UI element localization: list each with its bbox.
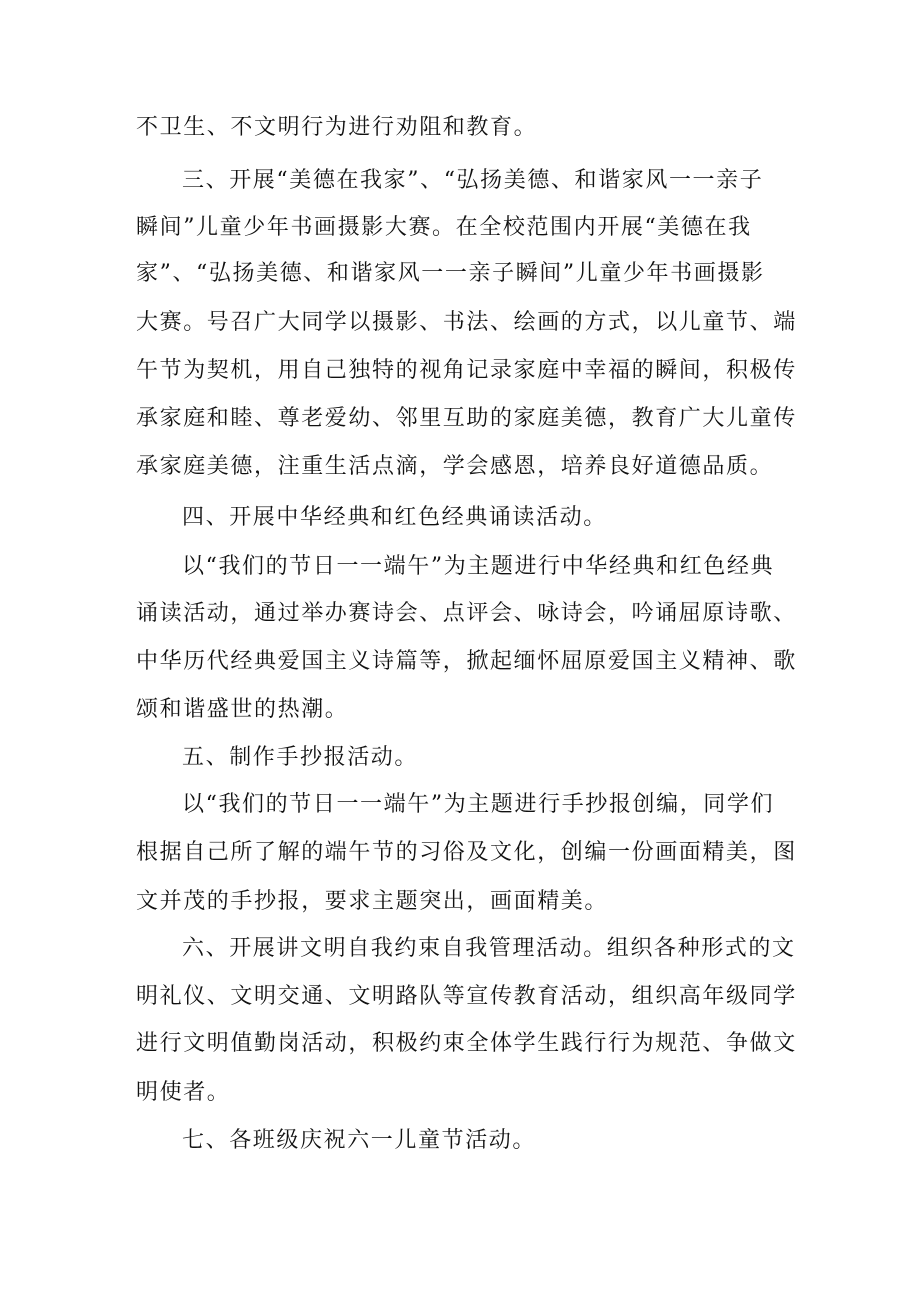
text-line-5: 大赛。号召广大同学以摄影、书法、绘画的方式，以儿童节、端 <box>136 310 797 335</box>
text-line-17: 文并茂的手抄报，要求主题突出，画面精美。 <box>136 889 609 914</box>
text-line-21: 明使者。 <box>136 1080 231 1105</box>
text-line-13: 颂和谐盛世的热潮。 <box>136 697 349 722</box>
text-line-15: 以“我们的节日一一端午”为主题进行手抄报创编，同学们 <box>182 792 775 817</box>
text-line-16: 根据自己所了解的端午节的习俗及文化，创编一份画面精美，图 <box>136 840 797 865</box>
text-line-19: 明礼仪、文明交通、文明路队等宣传教育活动，组织高年级同学 <box>136 984 797 1009</box>
text-line-12: 中华历代经典爱国主义诗篇等，掀起缅怀屈原爱国主义精神、歌 <box>136 649 797 674</box>
text-line-3: 瞬间”儿童少年书画摄影大赛。在全校范围内开展“美德在我 <box>136 215 752 240</box>
text-line-4: 家”、“弘扬美德、和谐家风一一亲子瞬间”儿童少年书画摄影 <box>136 261 765 286</box>
text-line-22: 七、各班级庆祝六一儿童节活动。 <box>182 1128 537 1153</box>
text-line-10: 以“我们的节日一一端午”为主题进行中华经典和红色经典 <box>182 554 775 579</box>
text-line-6: 午节为契机，用自己独特的视角记录家庭中幸福的瞬间，积极传 <box>136 358 797 383</box>
text-line-1: 不卫生、不文明行为进行劝阻和教育。 <box>136 115 538 140</box>
text-line-20: 进行文明值勤岗活动，积极约束全体学生践行行为规范、争做文 <box>136 1031 797 1056</box>
text-line-7: 承家庭和睦、尊老爱幼、邻里互助的家庭美德，教育广大儿童传 <box>136 406 797 431</box>
text-line-8: 承家庭美德，注重生活点滴，学会感恩，培养良好道德品质。 <box>136 454 774 479</box>
text-line-18: 六、开展讲文明自我约束自我管理活动。组织各种形式的文 <box>182 936 796 961</box>
text-line-11: 诵读活动，通过举办赛诗会、点评会、咏诗会，吟诵屈原诗歌、 <box>136 601 797 626</box>
text-line-2: 三、开展“美德在我家”、“弘扬美德、和谐家风一一亲子 <box>182 168 764 193</box>
text-line-14: 五、制作手抄报活动。 <box>182 745 419 770</box>
text-line-9: 四、开展中华经典和红色经典诵读活动。 <box>182 505 607 530</box>
